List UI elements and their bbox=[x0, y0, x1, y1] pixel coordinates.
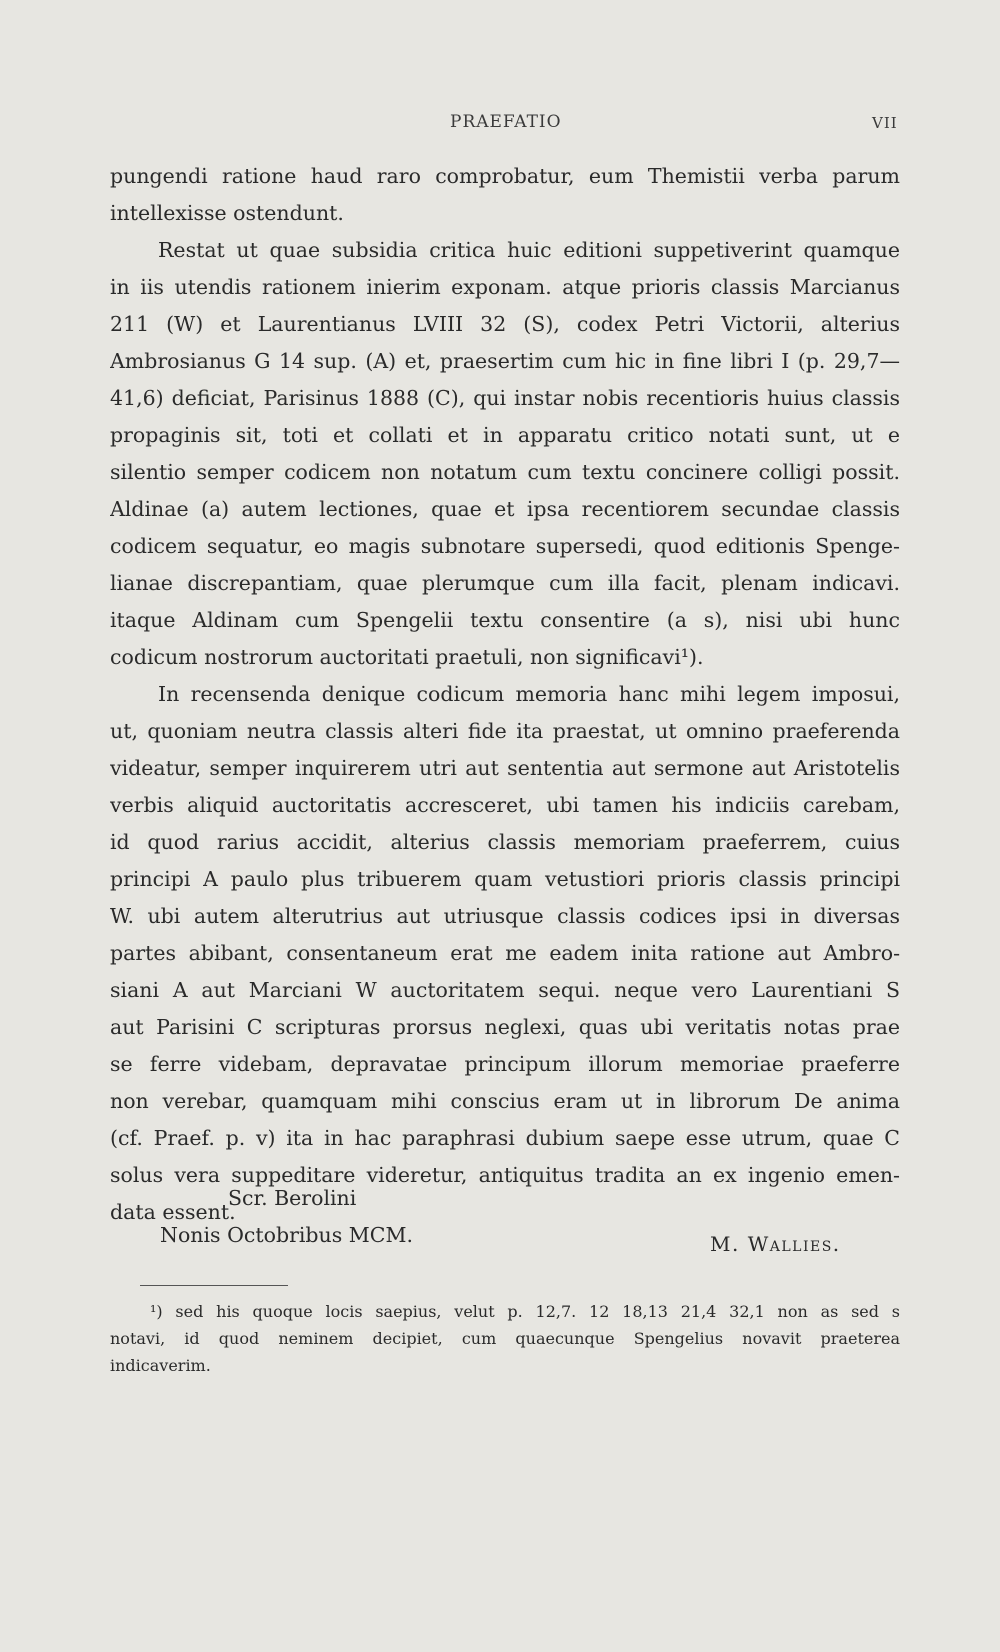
body-line: Restat ut quae subsidia critica huic editioni suppetiverint quamque bbox=[158, 238, 900, 262]
body-text bbox=[110, 158, 900, 1231]
footnote-line: ¹) sed his quoque locis saepius, velut p. 12,7. 12 18,13 21,4 32,1 non as sed s bbox=[150, 1302, 900, 1321]
body-line: lianae discrepantiam, quae plerumque cum illa facit, plenam indicavi. bbox=[110, 571, 900, 595]
body-line: Aldinae (a) autem lectiones, quae et ipsa recentiorem secundae classis bbox=[110, 497, 900, 521]
body-line: 211 (W) et Laurentianus LVIII 32 (S), codex Petri Victorii, alterius bbox=[110, 312, 900, 336]
body-line: siani A aut Marciani W auctoritatem sequi. neque vero Laurentiani S bbox=[110, 978, 900, 1002]
body-line: propaginis sit, toti et collati et in apparatu critico notati sunt, ut e bbox=[110, 423, 900, 447]
page-number: VII bbox=[872, 114, 898, 132]
body-line: 41,6) deficiat, Parisinus 1888 (C), qui instar nobis recentioris huius classis bbox=[110, 386, 900, 410]
footnote-line: notavi, id quod neminem decipiet, cum quaecunque Spengelius novavit praeterea bbox=[110, 1329, 900, 1348]
body-line: partes abibant, consentaneum erat me eadem inita ratione aut Ambro- bbox=[110, 941, 900, 965]
body-line: codicem sequatur, eo magis subnotare supersedi, quod editionis Spenge- bbox=[110, 534, 900, 558]
body-line: ut, quoniam neutra classis alteri fide ita praestat, ut omnino praeferenda bbox=[110, 719, 900, 743]
body-line: itaque Aldinam cum Spengelii textu consentire (a s), nisi ubi hunc bbox=[110, 608, 900, 632]
body-line: id quod rarius accidit, alterius classis memoriam praeferrem, cuius bbox=[110, 830, 900, 854]
body-line: pungendi ratione haud raro comprobatur, eum Themistii verba parum bbox=[110, 164, 900, 188]
body-line: in iis utendis rationem inierim exponam. atque prioris classis Marcianus bbox=[110, 275, 900, 299]
running-head bbox=[0, 112, 1000, 138]
author-signature: M. Wallies. bbox=[710, 1232, 841, 1256]
body-line: Ambrosianus G 14 sup. (A) et, praesertim cum hic in fine libri I (p. 29,7— bbox=[110, 349, 900, 373]
body-line: videatur, semper inquirerem utri aut sententia aut sermone aut Aristotelis bbox=[110, 756, 900, 780]
body-line: principi A paulo plus tribuerem quam vetustiori prioris classis principi bbox=[110, 867, 900, 891]
body-line: silentio semper codicem non notatum cum textu concinere colligi possit. bbox=[110, 460, 900, 484]
body-line: verbis aliquid auctoritatis accresceret, ubi tamen his indiciis carebam, bbox=[110, 793, 900, 817]
body-line: non verebar, quamquam mihi conscius eram ut in librorum De anima bbox=[110, 1089, 900, 1113]
place-of-writing: Scr. Berolini bbox=[228, 1186, 357, 1210]
body-line: se ferre videbam, depravatae principum illorum memoriae praeferre bbox=[110, 1052, 900, 1076]
footnote-line: indicaverim. bbox=[110, 1356, 211, 1375]
body-line: codicum nostrorum auctoritati praetuli, non significavi¹). bbox=[110, 645, 704, 669]
body-line: intellexisse ostendunt. bbox=[110, 201, 344, 225]
running-title: PRAEFATIO bbox=[450, 112, 562, 132]
footnotes bbox=[110, 1298, 900, 1379]
date-line: Nonis Octobribus MCM. bbox=[160, 1223, 413, 1247]
footnote-divider bbox=[140, 1285, 288, 1286]
body-line: (cf. Praef. p. v) ita in hac paraphrasi dubium saepe esse utrum, quae C bbox=[110, 1126, 900, 1150]
body-line: W. ubi autem alterutrius aut utriusque classis codices ipsi in diversas bbox=[110, 904, 900, 928]
body-line: In recensenda denique codicum memoria hanc mihi legem imposui, bbox=[158, 682, 900, 706]
body-line: solus vera suppeditare videretur, antiquitus tradita an ex ingenio emen- bbox=[110, 1163, 900, 1187]
body-line: aut Parisini C scripturas prorsus neglexi, quas ubi veritatis notas prae bbox=[110, 1015, 900, 1039]
body-line: data essent. bbox=[110, 1200, 236, 1224]
